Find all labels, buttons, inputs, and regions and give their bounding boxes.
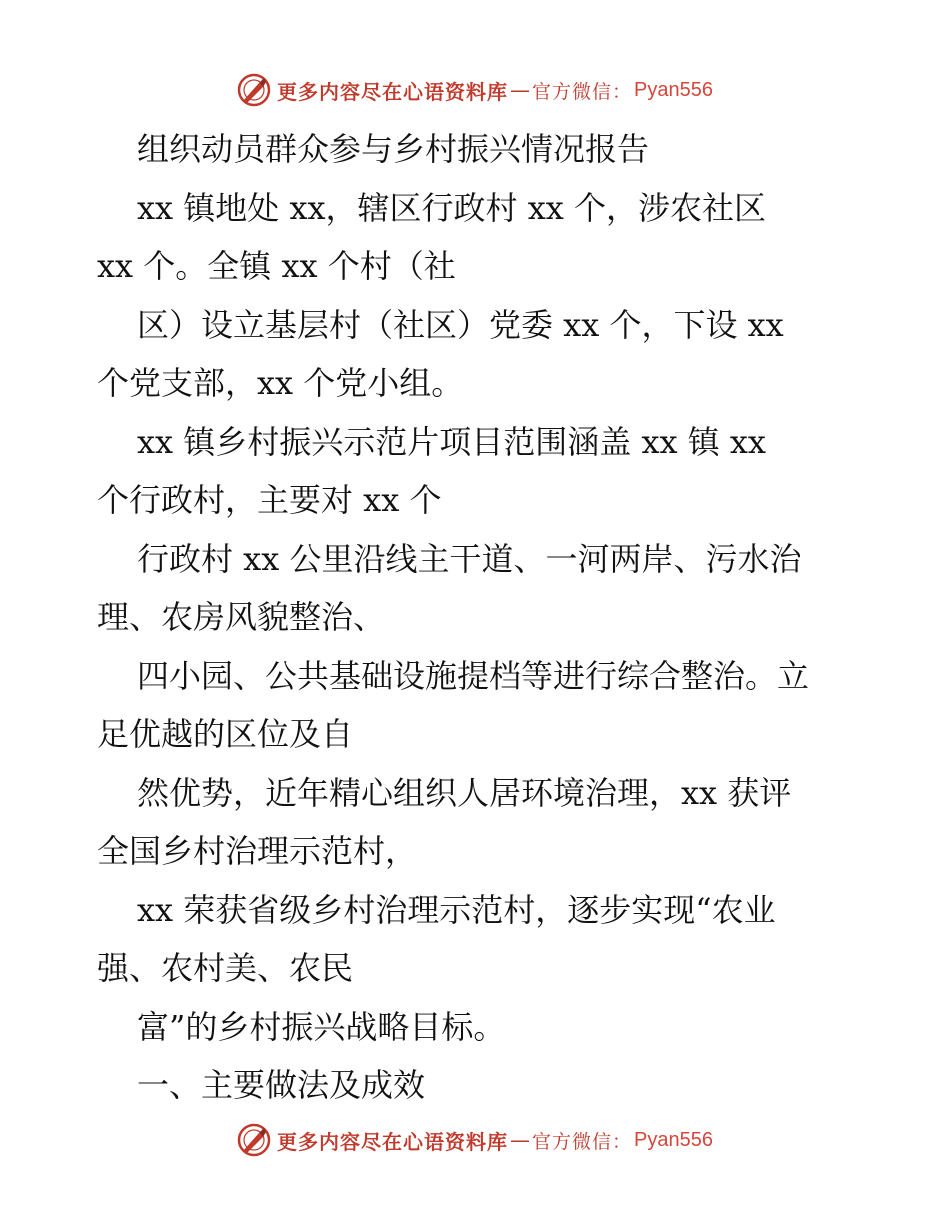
paragraph-line: 足优越的区位及自: [97, 715, 354, 753]
paragraph-line: 个党支部，xx 个党小组。: [97, 364, 464, 402]
watermark-label: 官方微信：: [532, 1130, 633, 1153]
paragraph-line: xx 荣获省级乡村治理示范村，逐步实现“农业: [137, 890, 776, 929]
watermark-wechat-id: Pyan556: [634, 78, 713, 101]
paragraph-line: xx 个。全镇 xx 个村（社: [97, 247, 456, 285]
document-title: 组织动员群众参与乡村振兴情况报告: [137, 130, 650, 168]
paragraph-line: 全国乡村治理示范村，: [97, 832, 418, 870]
document-body: [97, 120, 877, 1115]
watermark-text: 更多内容尽在心语资料库: [277, 1129, 508, 1154]
paragraph-line: 理、农房风貌整治、: [97, 598, 386, 636]
watermark-text: 更多内容尽在心语资料库: [277, 79, 508, 104]
watermark-footer: [0, 1118, 950, 1162]
watermark-label: 官方微信：: [532, 80, 633, 103]
pen-logo-icon: [237, 73, 271, 107]
paragraph-line: 富”的乡村振兴战略目标。: [137, 1007, 506, 1046]
paragraph-line: 强、农村美、农民: [97, 949, 354, 987]
watermark-header: [0, 68, 950, 112]
paragraph-line: xx 镇乡村振兴示范片项目范围涵盖 xx 镇 xx: [137, 422, 766, 461]
paragraph-line: 个行政村，主要对 xx 个: [97, 481, 442, 519]
watermark-dash: —: [510, 78, 530, 102]
pen-logo-icon: [237, 1123, 271, 1157]
paragraph-line: 四小园、公共基础设施提档等进行综合整治。立: [137, 656, 810, 695]
watermark-dash: —: [510, 1128, 530, 1152]
section-heading: 一、主要做法及成效: [137, 1066, 426, 1104]
paragraph-line: 区）设立基层村（社区）党委 xx 个，下设 xx: [137, 305, 784, 344]
paragraph-line: 然优势，近年精心组织人居环境治理，xx 获评: [137, 773, 792, 812]
paragraph-line: 行政村 xx 公里沿线主干道、一河两岸、污水治: [137, 539, 802, 578]
paragraph-line: xx 镇地处 xx，辖区行政村 xx 个，涉农社区: [137, 188, 766, 227]
watermark-wechat-id: Pyan556: [634, 1128, 713, 1151]
